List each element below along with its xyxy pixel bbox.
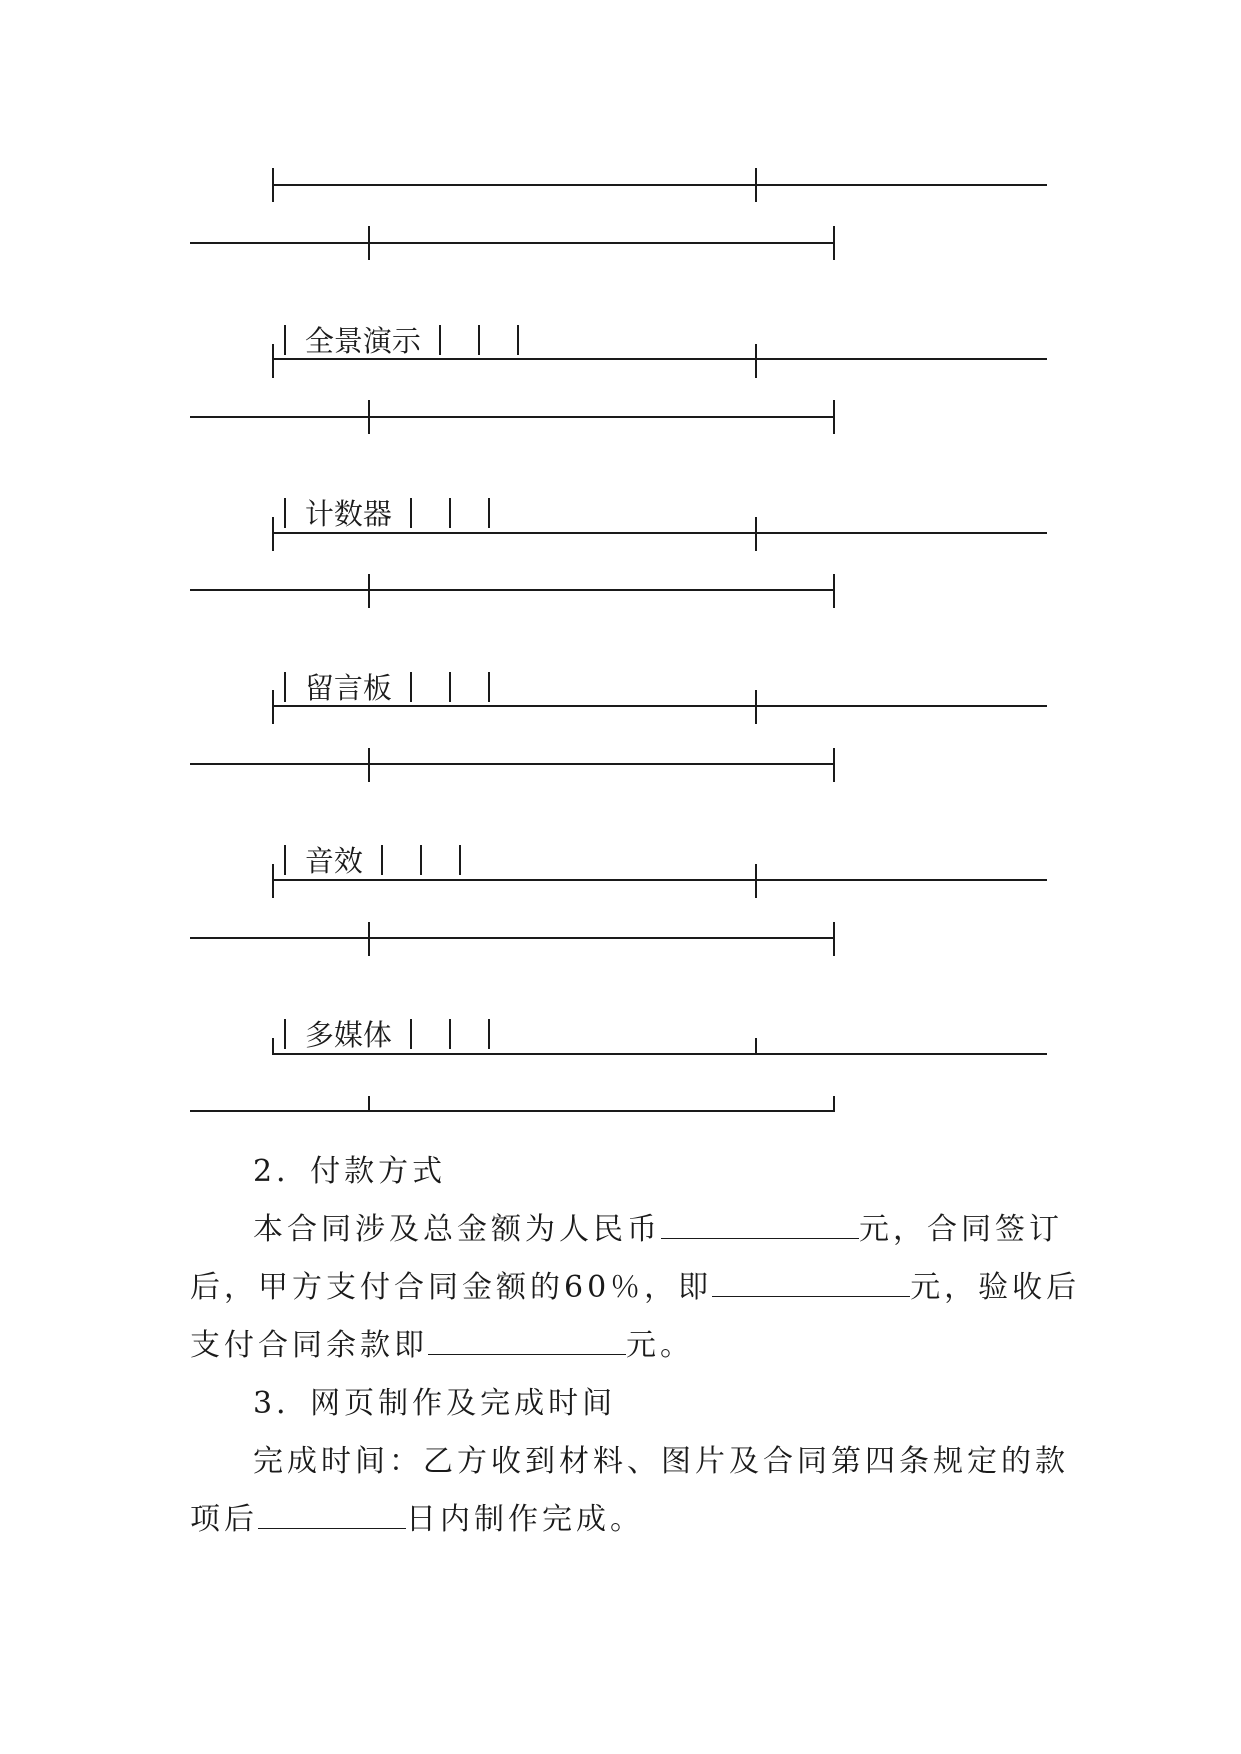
payment-paragraph-line-1 <box>190 1201 1119 1259</box>
table-row <box>266 975 490 1055</box>
table-row <box>266 628 490 708</box>
payment-text: 元。 <box>626 1328 694 1363</box>
amount-balance-blank[interactable] <box>428 1318 626 1355</box>
payment-heading: 2．付款方式 <box>253 1154 447 1189</box>
schedule-paragraph-line-1: 完成时间：乙方收到材料、图片及合同第四条规定的款 <box>253 1444 1069 1479</box>
payment-text: 支付合同余款即 <box>190 1328 428 1363</box>
feature-label: 全景演示 <box>304 324 421 358</box>
feature-label: 多媒体 <box>304 1018 392 1052</box>
amount-total-blank[interactable] <box>661 1202 859 1239</box>
days-blank[interactable] <box>258 1492 406 1529</box>
feature-label: 计数器 <box>304 497 392 531</box>
schedule-text: 项后 <box>190 1502 258 1537</box>
schedule-text: 日内制作完成。 <box>406 1502 644 1537</box>
schedule-heading: 3．网页制作及完成时间 <box>253 1386 617 1421</box>
payment-text: 元，合同签订 <box>859 1212 1063 1247</box>
schedule-paragraph-line-2 <box>190 1491 1056 1549</box>
table-row <box>266 454 490 534</box>
feature-label: 留言板 <box>304 671 392 705</box>
feature-label: 音效 <box>304 844 363 878</box>
payment-paragraph-line-2 <box>190 1259 1081 1317</box>
payment-text: 元，验收后 <box>910 1270 1081 1305</box>
table-row <box>266 281 519 361</box>
payment-paragraph-line-3 <box>190 1317 1056 1375</box>
payment-text: 后，甲方支付合同金额的60％，即 <box>190 1270 713 1305</box>
payment-text: 本合同涉及总金额为人民币 <box>253 1212 661 1247</box>
amount-deposit-blank[interactable] <box>712 1260 910 1297</box>
table-row <box>266 801 461 881</box>
